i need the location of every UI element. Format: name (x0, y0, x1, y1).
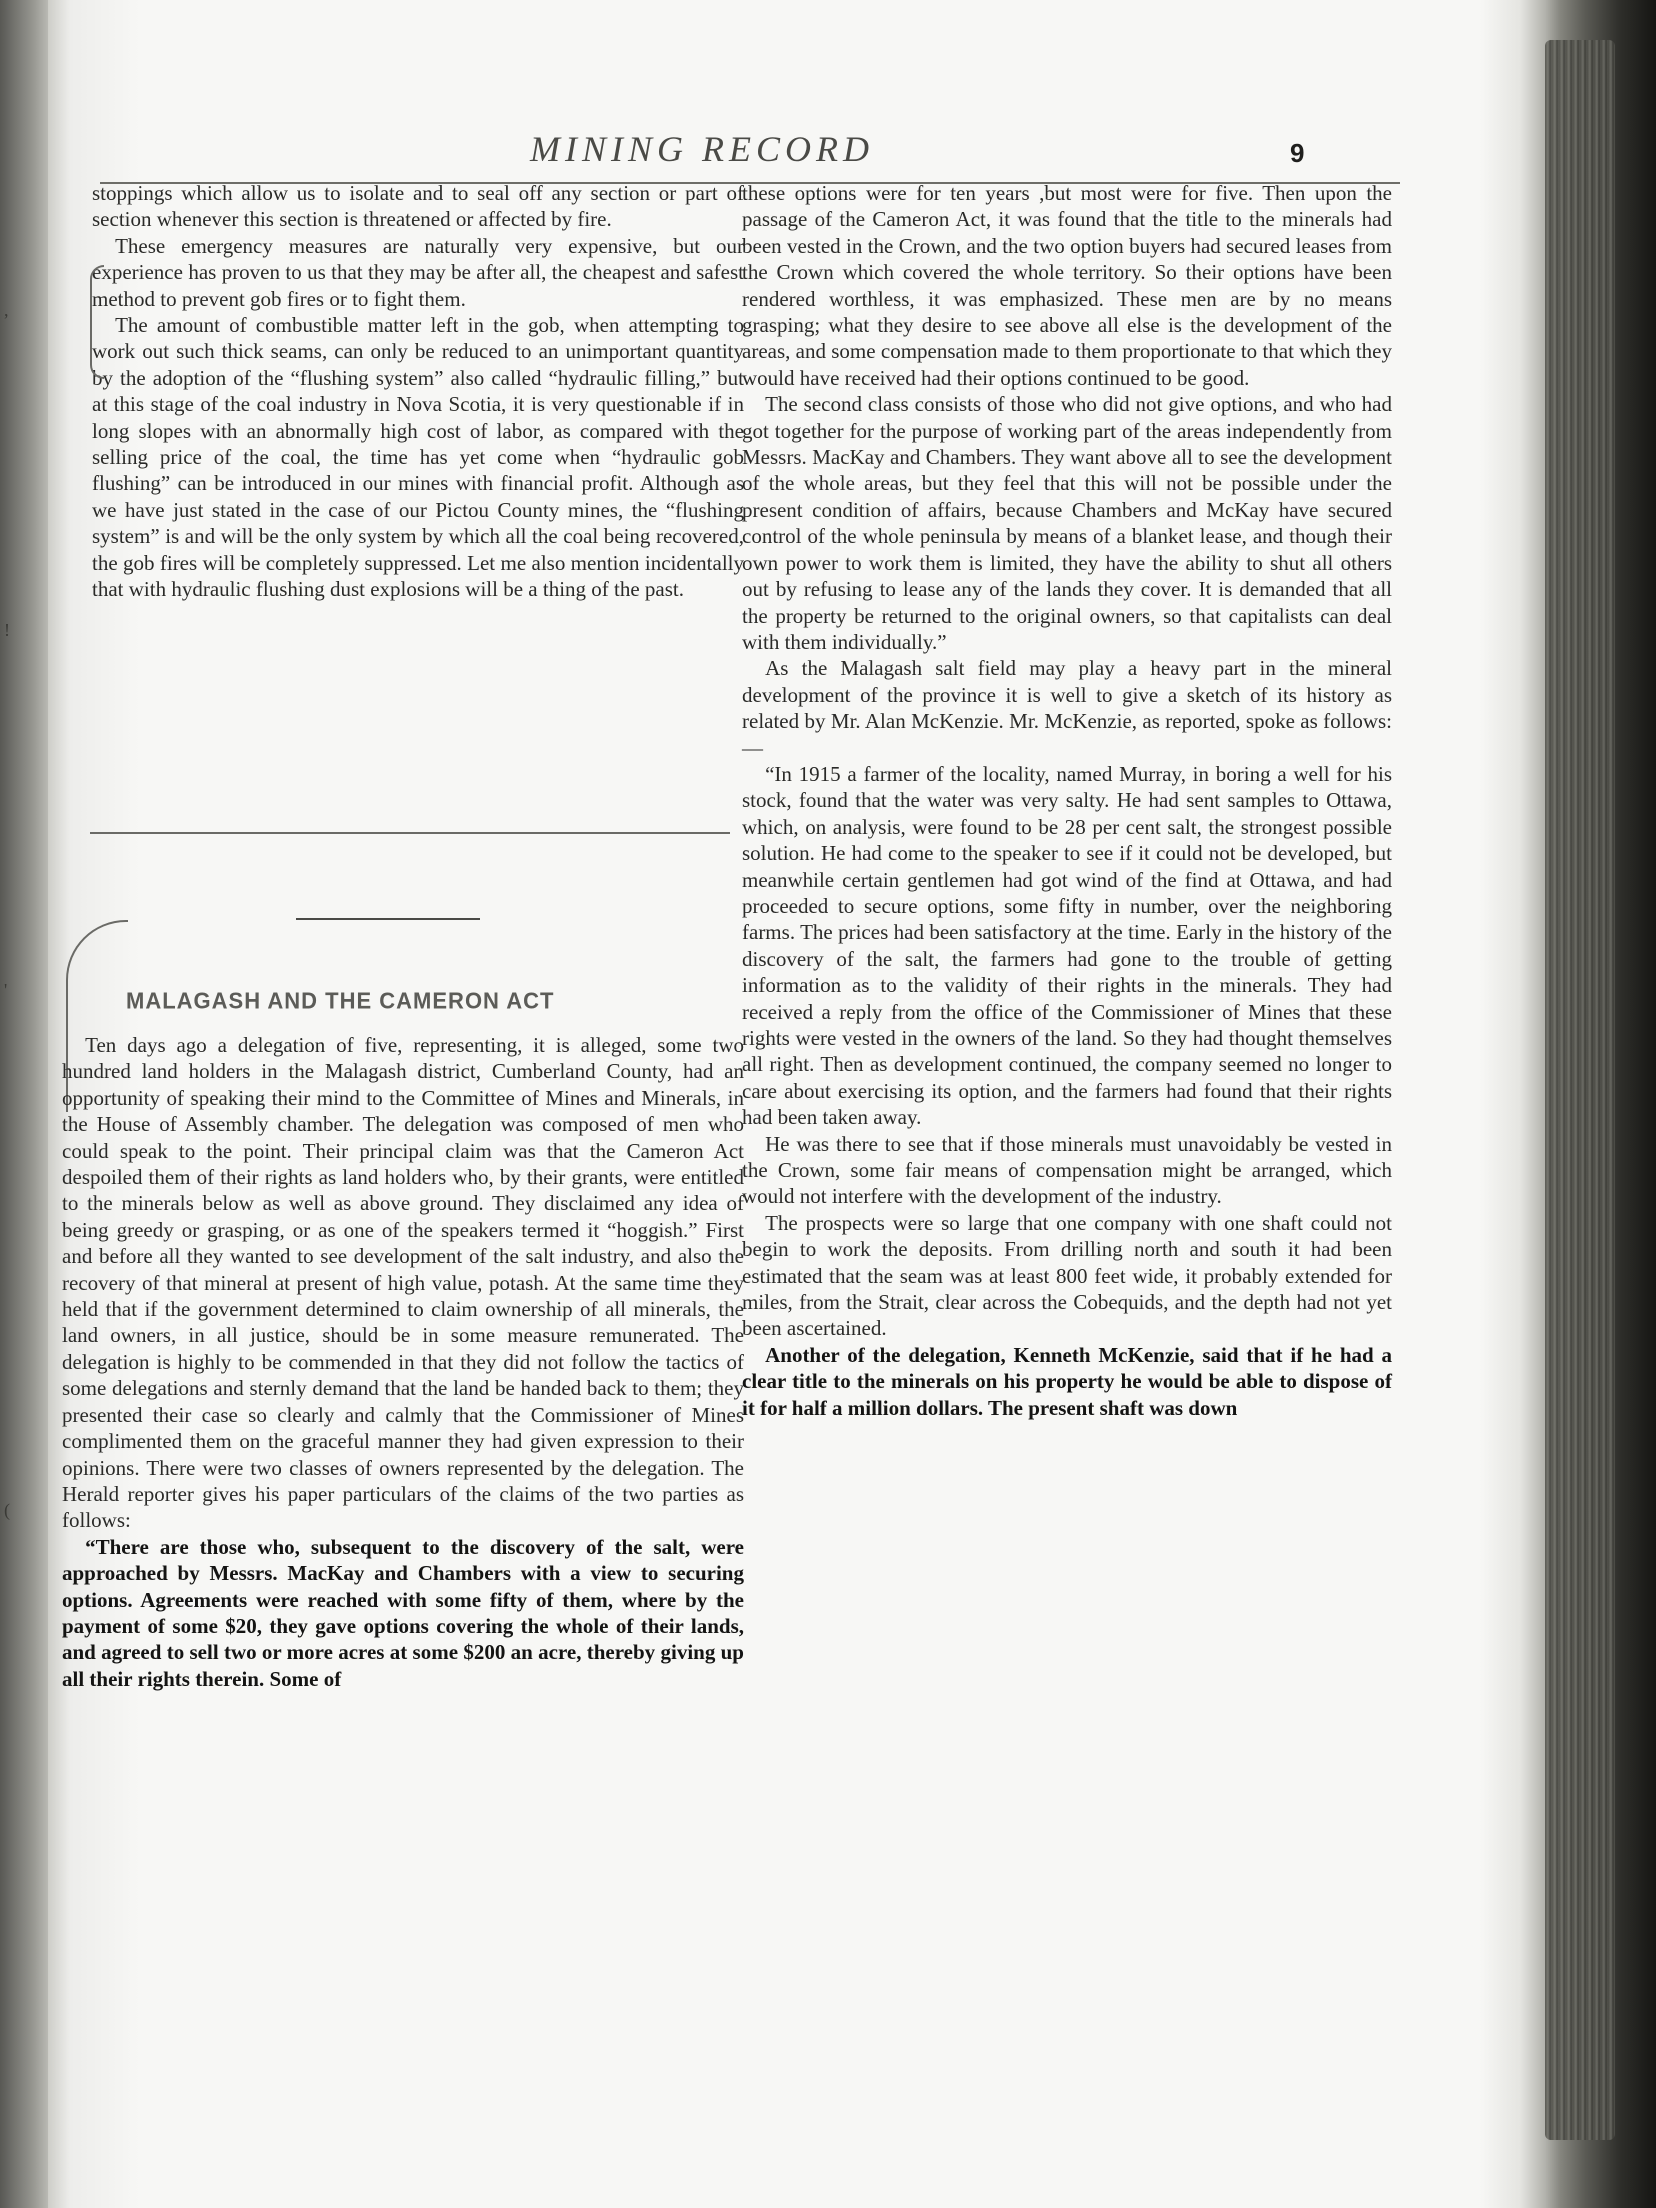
paragraph: The prospects were so large that one company with one shaft could not begin to work the deposits. From drilling north and south it had been estimated that the seam was at least 800 feet wide, it probably extended for miles, from the Strait, clear across the Cobequids, and the depth had not yet been ascertained. (742, 1210, 1392, 1341)
right-column (742, 180, 1392, 1421)
paragraph: These emergency measures are naturally very expensive, but our experience has proven to us that they may be after all, the cheapest and safest method to prevent gob fires or to fight them. (92, 233, 744, 311)
paragraph: As the Malagash salt field may play a heavy part in the mineral development of the province it is well to give a sketch of its history as related by Mr. Alan McKenzie. Mr. McKenzie, as reported, spoke as follows:— (742, 656, 1392, 760)
paragraph: stoppings which allow us to isolate and to seal off any section or part of section whenever this section is threatened or affected by fire. (92, 181, 744, 232)
paragraph: The amount of combustible matter left in the gob, when attempting to work out such thick seams, can only be reduced to an unimportant quantity by the adoption of the “flushing system” also called “hydraulic filling,” but at this stage of the coal industry in Nova Scotia, it is very questionable if in long slopes with an abnormally high cost of labor, as compared with the selling price of the coal, the time has yet come when “hydraulic gob flushing” can be introduced in our mines with financial profit. Although as we have just stated in the case of our Pictou County mines, the “flushing system” is and will be the only system by which all the coal being recovered, the gob fires will be completely suppressed. Let me also mention incidentally that with hydraulic flushing dust explosions will be a thing of the past. (92, 313, 744, 602)
pencil-underline-mark (90, 832, 730, 834)
magazine-page (60, 0, 1540, 2208)
book-page-edges (1545, 40, 1615, 2140)
adjacent-page-fragment: ( (4, 1500, 10, 1520)
paragraph: “In 1915 a farmer of the locality, named Murray, in boring a well for his stock, found that the water was very salty. He had sent samples to Ottawa, which, on analysis, were found to be 28 per cent salt, the strongest possible solution. He had come to the speaker to see if it could not be developed, but meanwhile certain gentlemen had got wind of the find at Ottawa, and had proceeded to secure options, some fifty in number, over the neighboring farms. The prices had been satisfactory at the time. Early in the history of the discovery of the salt, the farmers had gone to the trouble of getting information as to the validity of their rights in the minerals. They had received a reply from the office of the Commissioner of Mines that these rights were vested in the owners of the land. So they had thought themselves all right. Then as development continued, the company seemed no longer to care about exercising its option, and the farmers had found that their rights had been taken away. (742, 761, 1392, 1130)
running-head (100, 128, 1420, 184)
paragraph: Ten days ago a delegation of five, representing, it is alleged, some two hundred land holders in the Malagash district, Cumberland County, had an opportunity of speaking their mind to the Committee of Mines and Minerals, in the House of Assembly chamber. The delegation was composed of men who could speak to the point. Their principal claim was that the Cameron Act despoiled them of their rights as land holders who, by their grants, were entitled to the minerals below as well as above ground. They disclaimed any idea of being greedy or grasping, or as one of the speakers termed it “hoggish.” First and before all they wanted to see development of the salt industry, and also the recovery of that mineral at present of high value, potash. At the same time they held that if the government determined to claim ownership of all minerals, the land owners, in all justice, should be in some measure remunerated. The delegation is highly to be commended in that they did not follow the tactics of some delegations and sternly demand that the land be handed back to them; they presented their case so clearly and calmly that the Commissioner of Mines complimented them on the graceful manner they had given expression to their opinions. There were two classes of owners represented by the delegation. The Herald reporter gives his paper particulars of the claims of the two parties as follows: (62, 1033, 744, 1533)
paragraph: “There are those who, subsequent to the discovery of the salt, were approached by Messrs. MacKay and Chambers with a view to securing options. Agreements were reached with some fifty of them, where by the payment of some $20, they gave options covering the whole of their lands, and agreed to sell two or more acres at some $200 an acre, thereby giving up all their rights therein. Some of (62, 1534, 744, 1691)
section-divider (296, 918, 480, 920)
article-title: MALAGASH AND THE CAMERON ACT (126, 987, 555, 1014)
adjacent-page-fragment: , (4, 300, 9, 320)
paragraph: The second class consists of those who did not give options, and who had got together for the purpose of working part of the areas independently from Messrs. MacKay and Chambers. They want above all to see the development of the whole areas, but they feel that this will not be possible under the present condition of affairs, because Chambers and McKay have secured control of the whole peninsula by means of a blanket lease, and though their own power to work them is limited, they have the ability to shut all others out by refusing to lease any of the lands they cover. It is demanded that all the property be returned to the original owners, so that capitalists can deal with them individually.” (742, 392, 1392, 654)
page-number: 9 (1290, 138, 1305, 168)
left-column-bottom (62, 1032, 744, 1692)
publication-title: MINING RECORD (530, 129, 874, 169)
left-column-top (92, 180, 744, 603)
adjacent-page-edge (0, 0, 48, 2208)
paragraph: Another of the delegation, Kenneth McKenzie, said that if he had a clear title to the minerals on his property he would be able to dispose of it for half a million dollars. The present shaft was down (742, 1342, 1392, 1420)
adjacent-page-fragment: ' (4, 980, 8, 1000)
adjacent-page-fragment: ! (4, 620, 10, 640)
paragraph: He was there to see that if those minerals must unavoidably be vested in the Crown, some fair means of compensation might be arranged, which would not interfere with the development of the industry. (742, 1131, 1392, 1209)
paragraph: these options were for ten years ,but most were for five. Then upon the passage of the Cameron Act, it was found that the title to the minerals had been vested in the Crown, and the two option buyers had secured leases from the Crown which covered the whole territory. So their options have been rendered worthless, it was emphasized. These men are by no means grasping; what they desire to see above all else is the development of the areas, and some compensation made to them proportionate to that which they would have received had their options continued to be good. (742, 181, 1392, 390)
